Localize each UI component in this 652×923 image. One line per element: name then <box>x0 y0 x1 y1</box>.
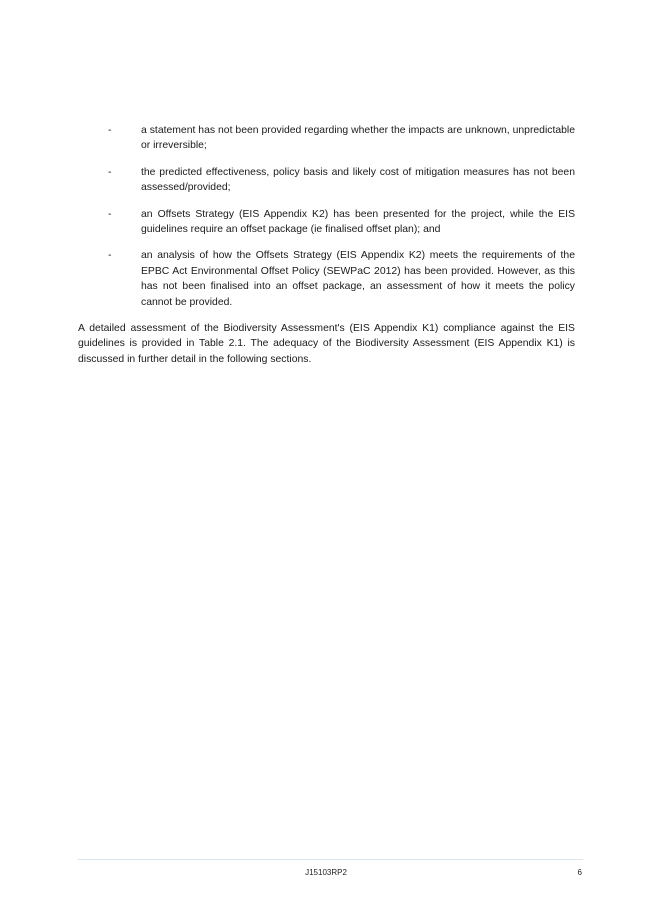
body-content <box>78 123 575 367</box>
body-paragraph: A detailed assessment of the Biodiversity Assessment's (EIS Appendix K1) compliance against the EIS guidelines is provided in Table 2.1. The adequacy of the Biodiversity Assessment (EIS Appendix K1) is discussed in further detail in the following sections. <box>78 323 575 365</box>
footer-reference: J15103RP2 <box>305 868 347 877</box>
bullet-text: an Offsets Strategy (EIS Appendix K2) has been presented for the project, while the EIS guidelines require an offset package (ie finalised offset plan); and <box>141 208 575 236</box>
list-item <box>78 207 575 238</box>
footer-divider <box>78 859 583 860</box>
list-item <box>78 248 575 310</box>
bullet-marker: - <box>108 166 112 178</box>
page-number: 6 <box>577 868 582 877</box>
bullet-list <box>78 123 575 310</box>
bullet-marker: - <box>108 250 112 262</box>
bullet-text: a statement has not been provided regarding whether the impacts are unknown, unpredictable or irreversible; <box>141 125 575 152</box>
list-item <box>78 123 575 154</box>
list-item <box>78 165 575 196</box>
bullet-text: the predicted effectiveness, policy basis and likely cost of mitigation measures has not been assessed/provided; <box>141 166 575 194</box>
bullet-marker: - <box>108 125 112 136</box>
bullet-text: an analysis of how the Offsets Strategy (EIS Appendix K2) meets the requirements of the EPBC Act Environmental Offset Policy (SEWPaC 2012) has been provided. However, as this has not been finalised into an offset package, an assessment of how it meets the policy cannot be provided. <box>141 250 575 308</box>
bullet-marker: - <box>108 208 112 220</box>
